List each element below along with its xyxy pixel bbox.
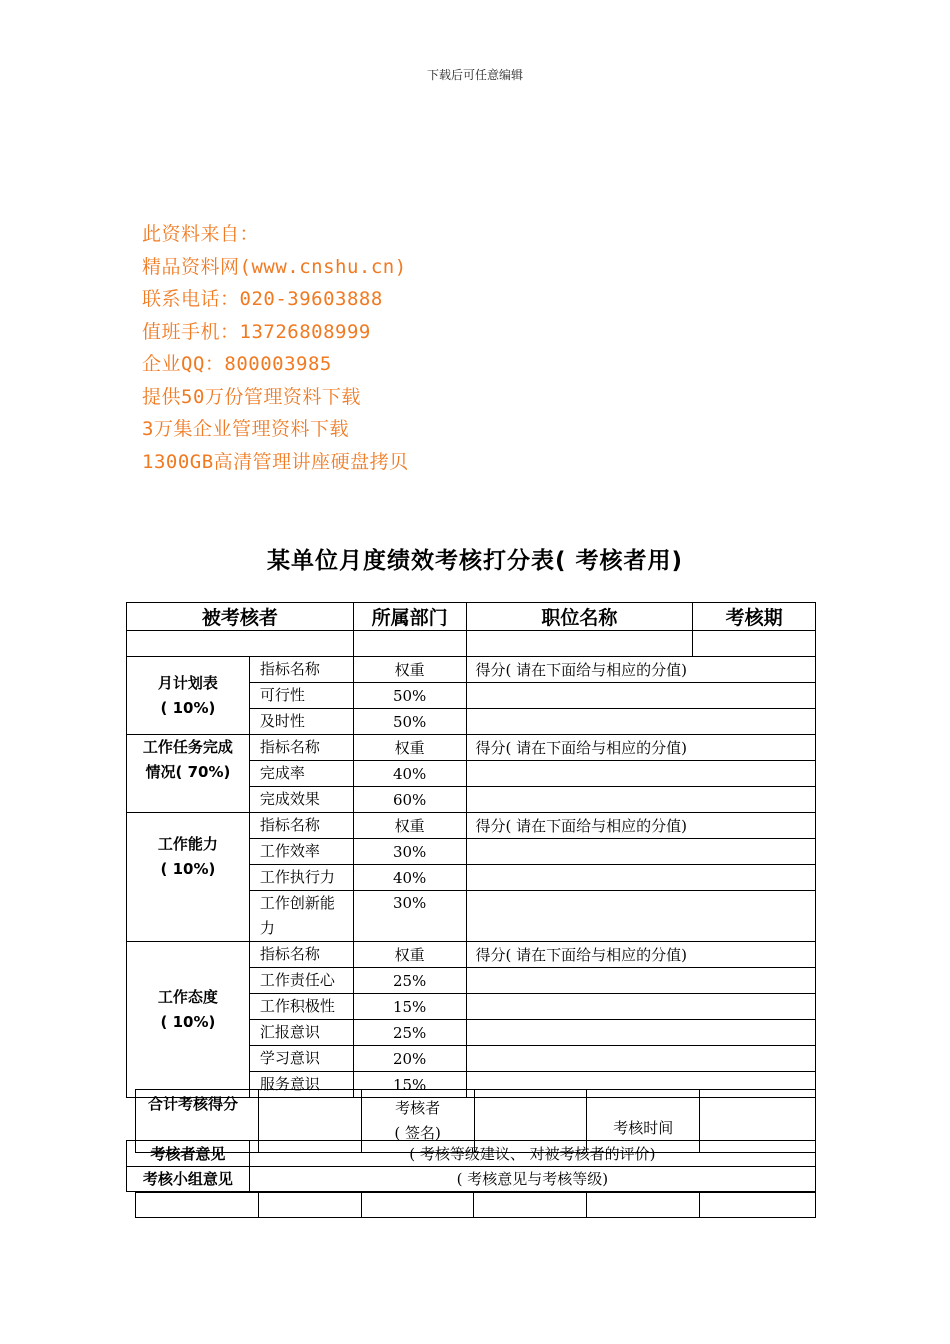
indicator-weight: 50% (353, 709, 466, 735)
category-work-ability: 工作能力 ( 10%) (127, 813, 250, 942)
indicator-weight: 30% (353, 839, 466, 865)
promo-line: 企业QQ：800003985 (142, 353, 332, 375)
total-score-label: 合计考核得分 (136, 1090, 259, 1153)
weight-header: 权重 (353, 657, 466, 683)
blank-cell[interactable] (587, 1193, 700, 1218)
indicator-weight: 30% (353, 891, 466, 942)
promo-line: 值班手机：13726808999 (142, 320, 371, 343)
info-input-row (127, 631, 816, 657)
header-position: 职位名称 (466, 603, 693, 631)
score-input-cell[interactable] (466, 1046, 815, 1072)
header-row (127, 603, 816, 631)
indicator-header: 指标名称 (249, 942, 353, 968)
indicator-name: 完成效果 (249, 787, 353, 813)
indicator-name: 服务意识 (249, 1072, 353, 1098)
blank-row (136, 1193, 816, 1218)
indicator-weight: 20% (353, 1046, 466, 1072)
promo-line: 精品资料网(www.cnshu.cn) (142, 255, 407, 278)
opinion-table (126, 1140, 816, 1192)
position-input-cell[interactable] (466, 631, 693, 657)
assessor-opinion-input-cell[interactable]: ( 考核等级建议、 对被考核者的评价) (249, 1141, 815, 1167)
weight-header: 权重 (353, 813, 466, 839)
score-header: 得分( 请在下面给与相应的分值) (466, 735, 815, 761)
page-title: 某单位月度绩效考核打分表( 考核者用) (266, 548, 684, 574)
blank-cell[interactable] (361, 1193, 474, 1218)
employee-input-cell[interactable] (127, 631, 354, 657)
promo-block (142, 219, 409, 479)
department-input-cell[interactable] (353, 631, 466, 657)
score-input-cell[interactable] (466, 787, 815, 813)
indicator-name: 工作积极性 (249, 994, 353, 1020)
header-period: 考核期 (693, 603, 816, 631)
score-input-cell[interactable] (466, 839, 815, 865)
indicator-header: 指标名称 (249, 735, 353, 761)
indicator-name: 工作执行力 (249, 865, 353, 891)
weight-header: 权重 (353, 942, 466, 968)
score-header: 得分( 请在下面给与相应的分值) (466, 657, 815, 683)
section-header-row (127, 735, 816, 761)
indicator-weight: 25% (353, 1020, 466, 1046)
section-header-row (127, 813, 816, 839)
indicator-weight: 25% (353, 968, 466, 994)
indicator-header: 指标名称 (249, 813, 353, 839)
score-input-cell[interactable] (466, 709, 815, 735)
opinion-row (127, 1141, 816, 1167)
indicator-name: 工作创新能力 (249, 891, 353, 942)
score-input-cell[interactable] (466, 891, 815, 942)
period-input-cell[interactable] (693, 631, 816, 657)
promo-line: 此资料来自： (142, 223, 260, 245)
promo-line: 联系电话：020-39603888 (142, 288, 383, 310)
score-input-cell[interactable] (466, 1020, 815, 1046)
indicator-name: 完成率 (249, 761, 353, 787)
indicator-weight: 60% (353, 787, 466, 813)
indicator-name: 及时性 (249, 709, 353, 735)
blank-cell[interactable] (700, 1193, 816, 1218)
header-employee: 被考核者 (127, 603, 354, 631)
indicator-weight: 15% (353, 994, 466, 1020)
blank-cell[interactable] (258, 1193, 361, 1218)
promo-line: 1300GB高清管理讲座硬盘拷贝 (142, 450, 409, 473)
score-input-cell[interactable] (466, 968, 815, 994)
score-input-cell[interactable] (466, 761, 815, 787)
score-header: 得分( 请在下面给与相应的分值) (466, 813, 815, 839)
indicator-name: 工作效率 (249, 839, 353, 865)
header-note: 下载后可任意编辑 (426, 68, 523, 82)
promo-line: 3万集企业管理资料下载 (142, 418, 349, 440)
category-work-attitude: 工作态度 ( 10%) (127, 942, 250, 1098)
indicator-weight: 40% (353, 865, 466, 891)
indicator-name: 汇报意识 (249, 1020, 353, 1046)
group-opinion-label: 考核小组意见 (127, 1166, 250, 1192)
indicator-weight: 40% (353, 761, 466, 787)
score-input-cell[interactable] (466, 994, 815, 1020)
assessment-time-label: 考核时间 (587, 1090, 700, 1153)
indicator-header: 指标名称 (249, 657, 353, 683)
assessor-signature-label: 考核者 ( 签名) (361, 1090, 474, 1153)
section-header-row (127, 942, 816, 968)
indicator-name: 学习意识 (249, 1046, 353, 1072)
group-opinion-input-cell[interactable]: ( 考核意见与考核等级) (249, 1166, 815, 1192)
category-task-completion: 工作任务完成 情况( 70%) (127, 735, 250, 813)
header-department: 所属部门 (353, 603, 466, 631)
category-monthly-plan: 月计划表 ( 10%) (127, 657, 250, 735)
blank-cell[interactable] (474, 1193, 587, 1218)
weight-header: 权重 (353, 735, 466, 761)
section-header-row (127, 657, 816, 683)
indicator-name: 工作责任心 (249, 968, 353, 994)
score-input-cell[interactable] (466, 683, 815, 709)
indicator-weight: 50% (353, 683, 466, 709)
blank-cell[interactable] (136, 1193, 259, 1218)
promo-line: 提供50万份管理资料下载 (142, 385, 361, 408)
evaluation-table (126, 602, 816, 1098)
score-input-cell[interactable] (466, 865, 815, 891)
indicator-name: 可行性 (249, 683, 353, 709)
indicator-weight: 15% (353, 1072, 466, 1098)
assessor-opinion-label: 考核者意见 (127, 1141, 250, 1167)
opinion-row (127, 1166, 816, 1192)
score-header: 得分( 请在下面给与相应的分值) (466, 942, 815, 968)
signature-blank-table (135, 1192, 816, 1218)
